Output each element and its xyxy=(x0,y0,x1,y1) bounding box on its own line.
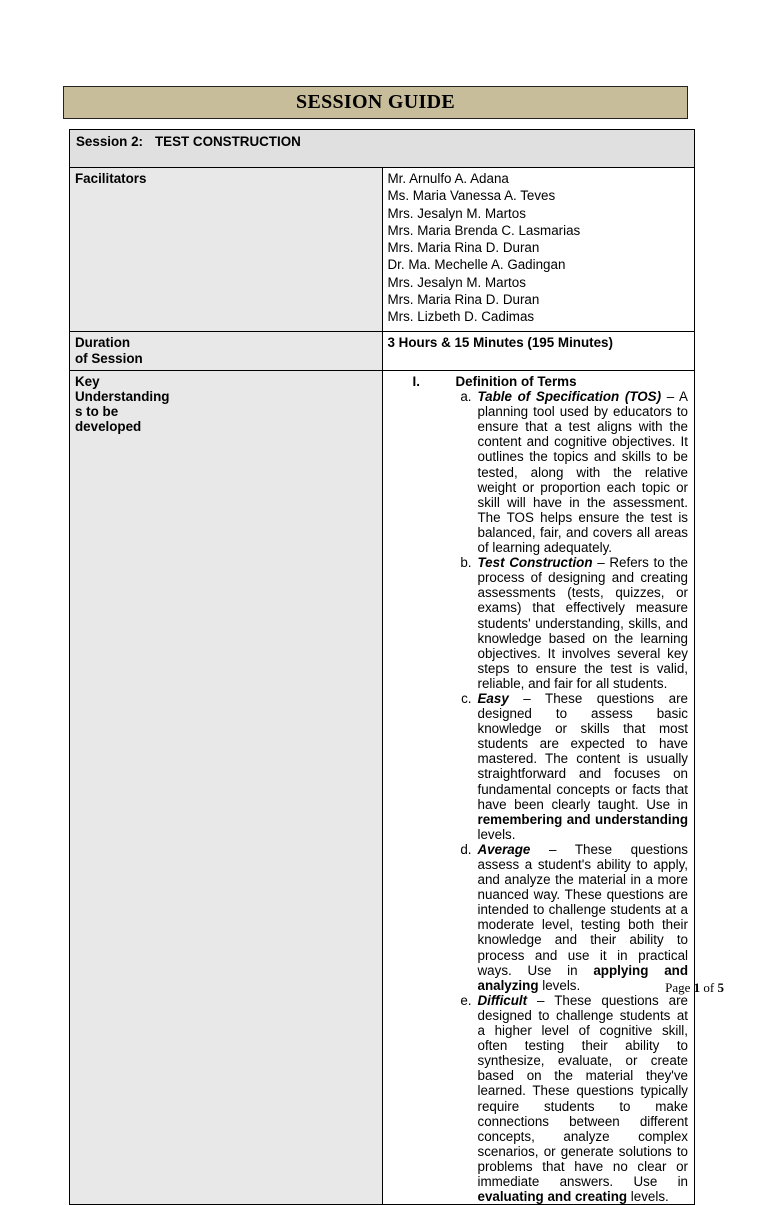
term-definition xyxy=(478,691,690,842)
duration-label-line: Duration xyxy=(75,335,131,350)
total-pages: 5 xyxy=(717,980,724,995)
term-text: – These questions are designed to challenge students at a higher level of cognitive skill, often testing their ability to synthesize, evaluate, or create based on the material they've learned. These questions typically require students to make connections between different concepts, analyze complex scenarios, or generate solutions to problems that have no clear or immediate answers. Use in xyxy=(477,992,688,1189)
term-item xyxy=(388,993,690,1204)
section-heading xyxy=(388,374,690,389)
term-item xyxy=(388,555,690,691)
facilitators-list xyxy=(383,168,695,326)
term-bold: evaluating and creating xyxy=(477,1189,628,1205)
session-label: Session 2: xyxy=(76,134,143,149)
duration-label xyxy=(70,332,382,366)
key-label-line: developed xyxy=(75,419,142,435)
facilitator-name: Mrs. Jesalyn M. Martos xyxy=(387,205,526,221)
facilitator-name: Mr. Arnulfo A. Adana xyxy=(387,171,509,186)
section-title: Definition of Terms xyxy=(455,374,577,389)
key-understandings-row xyxy=(70,371,695,1205)
duration-label-line: of Session xyxy=(75,350,143,366)
facilitator-name: Mrs. Maria Rina D. Duran xyxy=(387,240,540,256)
term-text: – Refers to the process of designing and creating assessments (tests, quizzes, or exams) that effectively measure students' understanding, skills, and knowledge based on the learning objectives. It involves several key steps to ensure the test is valid, reliable, and fair for all students. xyxy=(477,555,688,691)
session-heading xyxy=(70,130,694,153)
term-definition xyxy=(478,842,690,993)
term-tail: levels. xyxy=(627,1189,669,1205)
session-guide-table xyxy=(69,129,695,1205)
term-letter: b. xyxy=(460,555,472,571)
facilitator-name: Dr. Ma. Mechelle A. Gadingan xyxy=(387,257,566,273)
term-tail: levels. xyxy=(477,826,516,842)
term-text: – These questions are designed to assess basic knowledge or skills that most students are expected to have mastered. The content is usually straightforward and focuses on fundamental concepts or facts that have been clearly taught. Use in xyxy=(477,690,688,812)
key-understandings-label xyxy=(70,371,382,434)
term-letter: d. xyxy=(460,841,472,857)
key-label-line: Key xyxy=(75,374,100,389)
term-definition xyxy=(478,389,690,555)
facilitator-name: Mrs. Maria Brenda C. Lasmarias xyxy=(387,222,581,238)
facilitators-row xyxy=(70,168,695,332)
facilitators-label: Facilitators xyxy=(75,171,147,186)
term-tail: levels. xyxy=(538,977,581,993)
session-name: TEST CONSTRUCTION xyxy=(154,134,301,149)
duration-value: 3 Hours & 15 Minutes (195 Minutes) xyxy=(387,335,613,350)
key-label-line: s to be xyxy=(75,404,119,420)
key-understandings-content xyxy=(383,371,695,1204)
term-name: Average xyxy=(477,841,531,857)
of-word: of xyxy=(703,980,715,995)
term-definition xyxy=(478,993,690,1204)
title-banner xyxy=(63,86,688,119)
duration-row xyxy=(70,332,695,371)
facilitator-name: Mrs. Lizbeth D. Cadimas xyxy=(387,309,535,325)
facilitator-name: Ms. Maria Vanessa A. Teves xyxy=(387,188,556,204)
term-name: Table of Specification (TOS) xyxy=(477,389,662,405)
page-word: Page xyxy=(665,980,691,995)
section-number: I. xyxy=(412,374,420,389)
term-letter: c. xyxy=(461,690,472,706)
session-row xyxy=(70,130,695,168)
term-letter: a. xyxy=(460,389,472,405)
current-page: 1 xyxy=(693,980,701,995)
term-text: – These questions assess a student's ability to apply, and analyze the material in a more nuanced way. These questions are intended to challenge students at a moderate level, testing both their knowledge and their ability to process and use it in practical ways. Use in xyxy=(477,841,688,978)
terms-list xyxy=(388,389,690,1204)
term-bold: remembering and understanding xyxy=(477,811,688,827)
term-item xyxy=(388,389,690,555)
facilitator-name: Mrs. Jesalyn M. Martos xyxy=(387,274,526,290)
term-bold: applying and analyzing xyxy=(477,962,688,993)
term-item xyxy=(388,842,690,993)
page-number xyxy=(665,980,724,996)
term-name: Test Construction xyxy=(477,555,593,571)
key-label-line: Understanding xyxy=(75,389,170,405)
term-definition xyxy=(478,555,690,691)
term-name: Easy xyxy=(477,690,509,706)
facilitator-name: Mrs. Maria Rina D. Duran xyxy=(387,292,540,308)
term-letter: e. xyxy=(460,992,472,1008)
term-name: Difficult xyxy=(477,992,528,1008)
term-item xyxy=(388,691,690,842)
term-text: – A planning tool used by educators to ensure that a test aligns with the content and cognitive objectives. It outlines the topics and skills to be tested, along with the relative weight or proportion each topic or skill will have in the assessment. The TOS helps ensure the test is balanced, fair, and covers all areas of learning adequately. xyxy=(477,389,688,556)
document-title: SESSION GUIDE xyxy=(296,91,455,113)
